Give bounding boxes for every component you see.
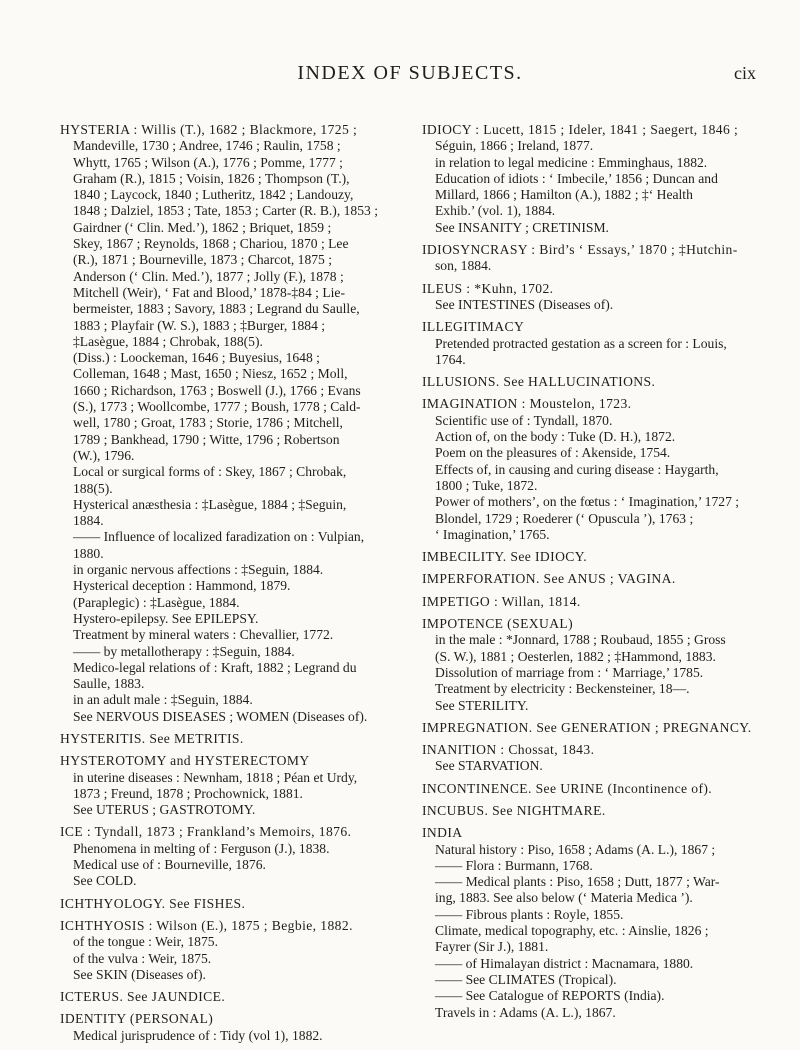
index-line: INCONTINENCE. See URINE (Incontinence of).: [422, 780, 713, 796]
index-line: See COLD.: [73, 873, 137, 889]
index-line: Scientific use of : Tyndall, 1870.: [435, 412, 613, 428]
right-column: [422, 122, 766, 1027]
index-line: INDIA: [422, 825, 463, 841]
index-line: —— Medical plants : Piso, 1658 ; Dutt, 1877 ; War-: [435, 874, 720, 890]
index-line: ICHTHYOSIS : Wilson (E.), 1875 ; Begbie, 1882.: [60, 917, 353, 933]
index-line: ‡Lasègue, 1884 ; Chrobak, 188(5).: [73, 333, 263, 349]
index-line: See STERILITY.: [435, 697, 529, 713]
index-line: HYSTERITIS. See METRITIS.: [60, 730, 244, 746]
index-line: (Paraplegic) : ‡Lasègue, 1884.: [73, 594, 240, 610]
index-line: Mitchell (Weir), ‘ Fat and Blood,’ 1878-‡84 ; Lie-: [73, 284, 345, 300]
index-line: 1884.: [73, 513, 104, 529]
index-line: —— See Catalogue of REPORTS (India).: [435, 988, 665, 1004]
index-line: in uterine diseases : Newnham, 1818 ; Péan et Urdy,: [73, 769, 358, 785]
index-line: ing, 1883. See also below (‘ Materia Medica ’).: [435, 890, 693, 906]
index-line: ‘ Imagination,’ 1765.: [435, 526, 550, 542]
index-line: Whytt, 1765 ; Wilson (A.), 1776 ; Pomme, 1777 ;: [73, 154, 343, 170]
index-line: IDENTITY (PERSONAL): [60, 1011, 214, 1027]
index-line: Poem on the pleasures of : Akenside, 1754.: [435, 445, 671, 461]
index-line: Travels in : Adams (A. L.), 1867.: [435, 1004, 616, 1020]
index-line: (S. W.), 1881 ; Oesterlen, 1882 ; ‡Hammond, 1883.: [435, 648, 716, 664]
index-line: Medical use of : Bourneville, 1876.: [73, 857, 266, 873]
index-line: Skey, 1867 ; Reynolds, 1868 ; Chariou, 1870 ; Lee: [73, 236, 349, 252]
index-line: Local or surgical forms of : Skey, 1867 ; Chrobak,: [73, 464, 347, 480]
index-line: ICTERUS. See JAUNDICE.: [60, 989, 226, 1005]
index-line: See INSANITY ; CRETINISM.: [435, 219, 609, 235]
index-line: in organic nervous affections : ‡Seguin, 1884.: [73, 562, 324, 578]
index-line: Hystero-epilepsy. See EPILEPSY.: [73, 610, 259, 626]
left-column: [60, 122, 410, 1050]
index-line: IMPETIGO : Willan, 1814.: [422, 593, 581, 609]
index-line: 188(5).: [73, 480, 113, 496]
index-line: Millard, 1866 ; Hamilton (A.), 1882 ; ‡‘ Health: [435, 187, 693, 203]
running-head: INDEX OF SUBJECTS.: [297, 62, 523, 84]
index-line: See NERVOUS DISEASES ; WOMEN (Diseases of).: [73, 708, 368, 724]
index-line: son, 1884.: [435, 258, 492, 274]
index-line: Pretended protracted gestation as a screen for : Louis,: [435, 335, 727, 351]
index-line: IMPERFORATION. See ANUS ; VAGINA.: [422, 571, 676, 587]
index-line: (S.), 1773 ; Woollcombe, 1777 ; Boush, 1778 ; Cald-: [73, 399, 361, 415]
index-line: ICHTHYOLOGY. See FISHES.: [60, 895, 246, 911]
index-line: Medical jurisprudence of : Tidy (vol 1), 1882.: [73, 1027, 323, 1043]
index-line: —— Fibrous plants : Royle, 1855.: [435, 906, 624, 922]
index-line: IMBECILITY. See IDIOCY.: [422, 549, 588, 565]
index-line: IMPOTENCE (SEXUAL): [422, 616, 574, 632]
index-line: Mandeville, 1730 ; Andree, 1746 ; Raulin, 1758 ;: [73, 138, 341, 154]
index-line: of the tongue : Weir, 1875.: [73, 934, 218, 950]
index-line: IMPREGNATION. See GENERATION ; PREGNANCY.: [422, 719, 752, 735]
index-line: 1764.: [435, 351, 466, 367]
index-line: well, 1780 ; Groat, 1783 ; Storie, 1786 ; Mitchell,: [73, 415, 343, 431]
index-line: HYSTEROTOMY and HYSTERECTOMY: [60, 753, 310, 769]
index-line: Séguin, 1866 ; Ireland, 1877.: [435, 138, 594, 154]
index-line: ILLEGITIMACY: [422, 319, 525, 335]
index-line: (W.), 1796.: [73, 447, 135, 463]
index-line: Medico-legal relations of : Kraft, 1882 ; Legrand du: [73, 659, 357, 675]
page-number: cix: [734, 63, 756, 83]
index-line: —— Flora : Burmann, 1768.: [435, 857, 593, 873]
index-line: Natural history : Piso, 1658 ; Adams (A. L.), 1867 ;: [435, 841, 716, 857]
index-line: —— by metallotherapy : ‡Seguin, 1884.: [73, 643, 295, 659]
index-line: Gairdner (‘ Clin. Med.’), 1862 ; Briquet, 1859 ;: [73, 219, 332, 235]
index-line: Treatment by electricity : Beckensteiner, 18—.: [435, 681, 690, 697]
index-line: HYSTERIA : Willis (T.), 1682 ; Blackmore, 1725 ;: [60, 122, 358, 137]
index-line: Blondel, 1729 ; Roederer (‘ Opuscula ’), 1763 ;: [435, 510, 694, 526]
index-line: See SKIN (Diseases of).: [73, 966, 206, 982]
index-line: Climate, medical topography, etc. : Ainslie, 1826 ;: [435, 923, 709, 939]
index-line: Hysterical anæsthesia : ‡Lasègue, 1884 ; ‡Seguin,: [73, 496, 347, 512]
index-line: See UTERUS ; GASTROTOMY.: [73, 802, 256, 818]
index-line: IMAGINATION : Moustelon, 1723.: [422, 396, 632, 412]
index-line: (R.), 1871 ; Bourneville, 1873 ; Charcot, 1875 ;: [73, 252, 333, 268]
index-line: Treatment by mineral waters : Chevallier, 1772.: [73, 627, 334, 643]
index-line: Graham (R.), 1815 ; Voisin, 1826 ; Thompson (T.),: [73, 170, 350, 186]
index-line: —— Influence of localized faradization on : Vulpian,: [73, 529, 365, 545]
index-line: See STARVATION.: [435, 758, 543, 774]
index-line: in relation to legal medicine : Emminghaus, 1882.: [435, 154, 708, 170]
index-line: of the vulva : Weir, 1875.: [73, 950, 212, 966]
index-line: IDIOSYNCRASY : Bird’s ‘ Essays,’ 1870 ; ‡Hutchin-: [422, 242, 738, 258]
index-line: Effects of, in causing and curing disease : Haygarth,: [435, 461, 719, 477]
index-line: Action of, on the body : Tuke (D. H.), 1872.: [435, 429, 676, 445]
index-line: in the male : *Jonnard, 1788 ; Roubaud, 1855 ; Gross: [435, 632, 726, 648]
index-line: (Diss.) : Loockeman, 1646 ; Buyesius, 1648 ;: [73, 350, 320, 366]
index-line: Education of idiots : ‘ Imbecile,’ 1856 ; Duncan and: [435, 170, 718, 186]
index-line: INANITION : Chossat, 1843.: [422, 742, 595, 758]
index-line: 1789 ; Bankhead, 1790 ; Witte, 1796 ; Robertson: [73, 431, 340, 447]
index-line: bermeister, 1883 ; Savory, 1883 ; Legrand du Saulle,: [73, 301, 360, 317]
index-line: ILLUSIONS. See HALLUCINATIONS.: [422, 374, 656, 390]
index-line: See INTESTINES (Diseases of).: [435, 296, 614, 312]
index-line: 1880.: [73, 545, 104, 561]
index-line: 1840 ; Laycock, 1840 ; Lutheritz, 1842 ; Landouzy,: [73, 187, 354, 203]
index-line: Power of mothers’, on the fœtus : ‘ Imagination,’ 1727 ;: [435, 494, 740, 510]
index-line: ICE : Tyndall, 1873 ; Frankland’s Memoirs, 1876.: [60, 824, 352, 840]
index-line: Colleman, 1648 ; Mast, 1650 ; Niesz, 1652 ; Moll,: [73, 366, 348, 382]
index-line: 1873 ; Freund, 1878 ; Prochownick, 1881.: [73, 785, 303, 801]
index-line: Dissolution of marriage from : ‘ Marriage,’ 1785.: [435, 664, 704, 680]
index-line: 1800 ; Tuke, 1872.: [435, 477, 538, 493]
index-line: Hysterical deception : Hammond, 1879.: [73, 578, 291, 594]
index-line: 1848 ; Dalziel, 1853 ; Tate, 1853 ; Carter (R. B.), 1853 ;: [73, 203, 378, 219]
index-line: Anderson (‘ Clin. Med.’), 1877 ; Jolly (F.), 1878 ;: [73, 268, 344, 284]
index-line: Fayrer (Sir J.), 1881.: [435, 939, 549, 955]
index-line: 1660 ; Richardson, 1763 ; Boswell (J.), 1766 ; Evans: [73, 382, 361, 398]
index-line: Exhib.’ (vol. 1), 1884.: [435, 203, 556, 219]
index-line: 1883 ; Playfair (W. S.), 1883 ; ‡Burger, 1884 ;: [73, 317, 326, 333]
index-line: INCUBUS. See NIGHTMARE.: [422, 802, 606, 818]
index-line: —— of Himalayan district : Macnamara, 1880.: [435, 955, 694, 971]
index-line: ILEUS : *Kuhn, 1702.: [422, 280, 554, 296]
index-line: Phenomena in melting of : Ferguson (J.), 1838.: [73, 840, 330, 856]
index-line: IDIOCY : Lucett, 1815 ; Ideler, 1841 ; Saegert, 1846 ;: [422, 122, 739, 137]
index-line: in an adult male : ‡Seguin, 1884.: [73, 692, 253, 708]
index-line: —— See CLIMATES (Tropical).: [435, 971, 617, 987]
index-line: Saulle, 1883.: [73, 676, 145, 692]
